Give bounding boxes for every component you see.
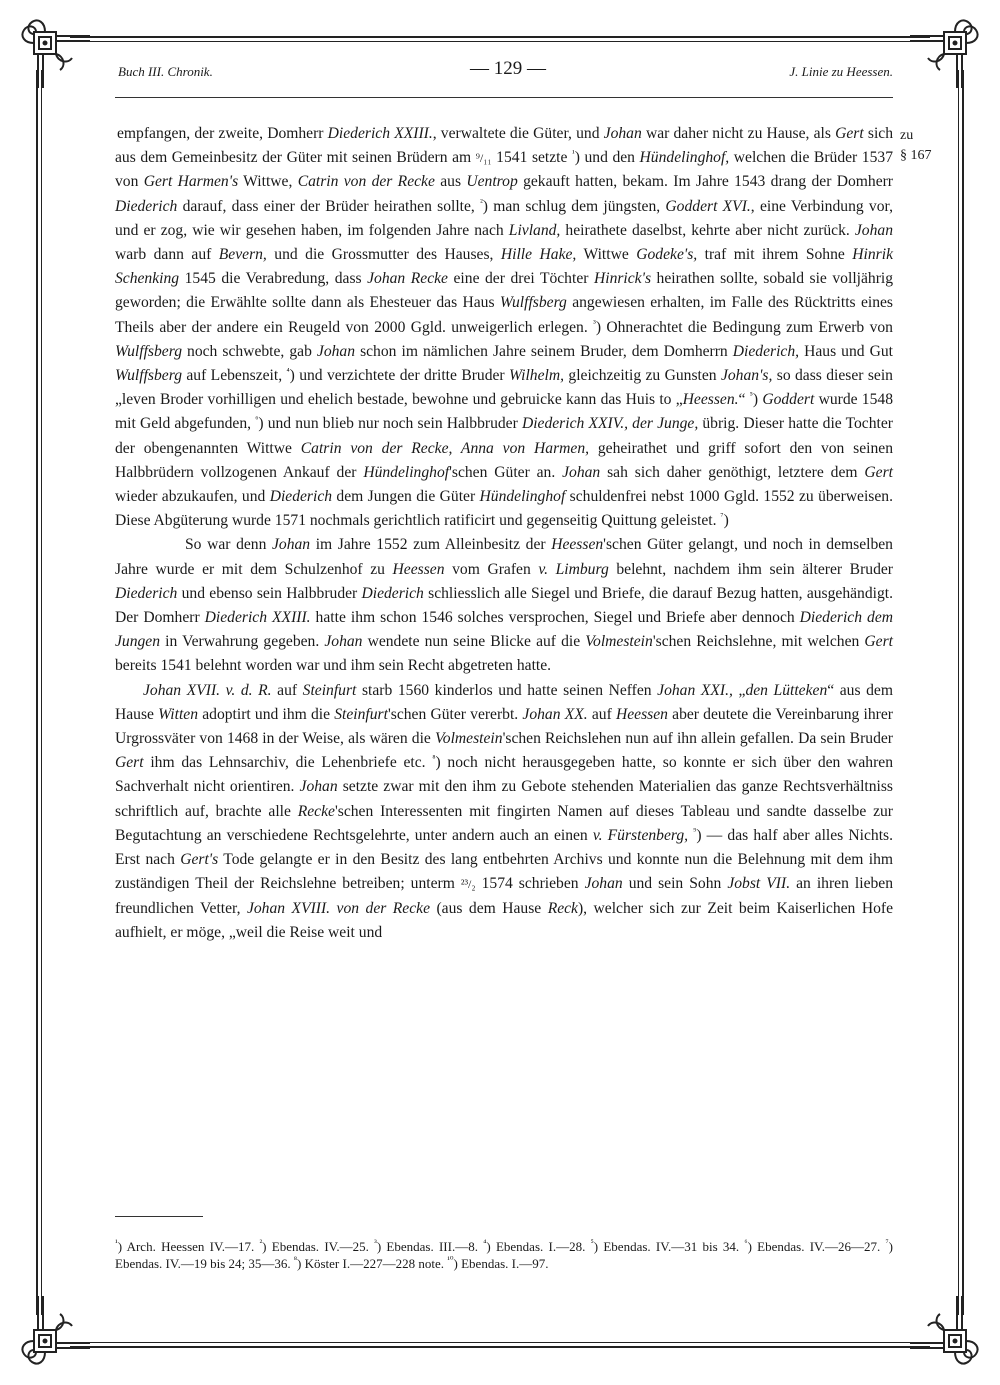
text-run: übrig. Dieser hatte die Tochter der obengenannten Wittwe (115, 415, 893, 457)
italic-name: Hinrick's (593, 270, 652, 288)
italic-name: Diederich (361, 584, 424, 602)
italic-name: Diederich XXIII. (204, 609, 311, 627)
text-run: welchen die Brüder 1537 von (115, 149, 893, 191)
italic-name: Godeke's, (636, 246, 698, 264)
italic-name: v. Limburg (538, 560, 609, 578)
footnote-ref: ⁴ (483, 1237, 487, 1248)
italic-name: Diederich XXIV., der Junge, (521, 415, 699, 433)
text-run: hatte ihm schon 1546 solches versprochen, Siegel und Briefe aber dennoch (310, 609, 800, 627)
text-run: ) noch nicht herausgegeben hatte, so konnte er sich über den wahren Sachverhalt nicht orientiren. (115, 754, 893, 796)
footnote-ref: ¹ (572, 148, 575, 159)
text-run: , eine Verbindung vor, und er zog, wie wir gesehen haben, im folgenden Jahre nach (115, 197, 893, 239)
italic-name: Johan (299, 778, 338, 796)
text-run: an ihren lieben freundlichen Vetter, (115, 875, 894, 917)
text-run: und sein Sohn (622, 875, 728, 893)
italic-name: Goddert (762, 391, 815, 409)
text-run: auf Lebenszeit, (182, 367, 287, 385)
text-run: wieder abzukaufen, und (115, 488, 270, 506)
italic-name: Johan (272, 536, 311, 554)
border-right (962, 70, 964, 1315)
text-run: Tode gelangte er in den Besitz des lang entbehrten Archivs und konnte nun die Belehnung mit dem ihm zuständigen Theil der Reichslehne betreiben; unterm (115, 851, 893, 893)
text-run: Haus und Gut (799, 342, 893, 360)
text-run: und ebenso sein Halbbruder (177, 584, 362, 602)
italic-name: Heessen (392, 560, 445, 578)
footnote-ref: ¹⁰ (447, 1254, 454, 1265)
footnote-ref: ⁷ (720, 511, 724, 522)
date-fraction: ²³/₂ (460, 877, 476, 892)
text-run: traf mit ihrem Sohne (697, 246, 853, 264)
text-run: ) Ebendas. IV.—26—27. (747, 1239, 886, 1254)
footnotes (115, 1238, 893, 1272)
italic-name: Johan (324, 633, 363, 651)
italic-name: Recke (297, 802, 335, 820)
italic-name: Wulffsberg (115, 367, 182, 385)
italic-name: Volmestein (435, 730, 503, 748)
text-run: ) Ebendas. IV.—31 bis 34. (593, 1239, 745, 1254)
border-left (36, 70, 38, 1315)
italic-name: Goddert XVI. (665, 197, 751, 215)
footnote-ref: ⁵ (590, 1237, 594, 1248)
italic-name: Witten (158, 705, 199, 723)
italic-name: Volmestein (585, 633, 653, 651)
text-run: auf (587, 705, 616, 723)
text-run: setzte zwar mit den ihm zu Gebote stehenden Materialien das ganze Rechtsverhältniss schriftlich auf, brachte alle (115, 778, 893, 820)
italic-name: Wilhelm, (509, 367, 565, 385)
text-run: wendete nun seine Blicke auf die (362, 633, 586, 651)
italic-name: den Lütteken (745, 681, 828, 699)
text-run: 'schen Güter gelangt, und noch in demselben Jahre wurde er mit dem Schulzenhof zu (115, 536, 893, 578)
italic-name: Heessen (551, 536, 604, 554)
corner-ornament-bottom-left (16, 1294, 92, 1370)
date-fraction: ⁹/₁₁ (475, 151, 492, 166)
corner-ornament-top-right (908, 14, 984, 90)
text-run: ) Ebendas. I.—28. (486, 1239, 591, 1254)
italic-name: Gert Harmen's (143, 173, 239, 191)
italic-name: Johan (316, 342, 356, 360)
italic-name: Diederich, (732, 342, 800, 360)
text-run: in Verwahrung gegeben. (160, 633, 325, 651)
corner-ornament-bottom-right (908, 1294, 984, 1370)
italic-name: Catrin von der Recke, Anna von Harmen, (300, 439, 590, 457)
text-run: starb 1560 kinderlos und hatte seinen Neffen (356, 681, 658, 699)
text-run: ) und nun blieb nur noch sein Halbbruder (258, 415, 522, 433)
text-run: “ (738, 391, 750, 409)
text-run: schuldenfrei nebst 1000 Ggld. 1552 zu überweisen. Diese Abgüterung wurde 1571 nochmals gerichtlich ratificirt und gegenseitig Quittung geleistet. (115, 488, 893, 530)
italic-name: Wulffsberg (115, 342, 182, 360)
text-run: ) man schlug dem jüngsten, (482, 197, 666, 215)
text-run: adoptirt und ihm die (198, 705, 335, 723)
italic-name: Diederich (115, 584, 178, 602)
text-run: ) und verzichtete der dritte Bruder (289, 367, 509, 385)
text-run: empfangen, der zweite, Domherr (117, 125, 328, 142)
text-run: Wittwe (576, 246, 637, 264)
italic-name: Johan (584, 875, 623, 893)
text-run: eine der drei Töchter (447, 270, 594, 288)
border-top-inner (70, 41, 930, 42)
italic-name: Gert's (180, 851, 219, 869)
text-run: bereits 1541 belehnt worden war und ihm sein Recht abgetreten hatte. (115, 657, 552, 675)
body-text (115, 122, 893, 945)
text-run: ) und den (574, 149, 640, 167)
italic-name: Uentrop (466, 173, 518, 191)
text-run: ) Ohnerachtet die Bedingung zum Erwerb von (595, 318, 893, 336)
text-run: , verwaltete die Güter, und (432, 125, 604, 142)
footnote-ref: ⁸ (293, 1254, 298, 1265)
italic-name: Hündelinghof, (639, 149, 730, 167)
footnote-ref: ² (259, 1237, 263, 1248)
text-run: 1541 setzte (491, 149, 573, 167)
footnote-rule (115, 1216, 203, 1217)
italic-name: Johan Recke (367, 270, 448, 288)
text-run: gekauft hatten, bekam. Im Jahre 1543 drang der Domherr (517, 173, 893, 191)
text-run: ) — das half aber alles Nichts. Erst nach (115, 826, 893, 869)
italic-name: Johan XVII. v. d. R. (143, 681, 272, 699)
footnote-ref: ⁵ (749, 390, 753, 401)
text-run: sich aus dem Gemeinbesitz der Güter mit seinen Brüdern am (115, 125, 893, 167)
italic-name: Steinfurt (334, 705, 388, 723)
footnote-ref: ⁷ (885, 1237, 889, 1248)
margin-note (900, 128, 932, 164)
text-run: dem Jungen die Güter (332, 488, 480, 506)
italic-name: Gert (115, 754, 144, 772)
italic-name: Diederich XXIII. (327, 125, 433, 142)
text-run: heirathete daselbst, kehrte aber nicht zurück. (560, 221, 855, 239)
footnote-ref: ² (480, 196, 483, 207)
italic-name: Gert (864, 463, 893, 481)
footnote-ref: ⁶ (744, 1237, 748, 1248)
text-run: im Jahre 1552 zum Alleinbesitz der (310, 536, 552, 554)
italic-name: v. Fürstenberg, (592, 826, 689, 844)
text-run: Wittwe, (238, 173, 298, 191)
text-run: schon im nämlichen Jahre seinem Bruder, dem Domherrn (355, 342, 733, 360)
italic-name: Bevern, (218, 246, 267, 264)
paragraph (115, 533, 893, 678)
corner-ornament-top-left (16, 14, 92, 90)
text-run: geheirathet und griff sofort den von seinen Halbbrüdern vollzogenen Ankauf der (115, 439, 894, 481)
text-run: auf (271, 681, 303, 699)
text-run: heirathen sollte, sobald sie volljährig geworden; die Erwählte sollte dann als Ehesteuer das Haus (115, 270, 894, 312)
text-run: warb dann auf (115, 246, 219, 264)
paragraph (115, 122, 893, 533)
page-number: — 129 — (470, 58, 546, 79)
text-run: “ aus dem Hause (115, 681, 893, 723)
text-run: ) Köster I.—227—228 note. (297, 1256, 448, 1271)
text-run: vom Grafen (444, 560, 539, 578)
italic-name: Johan (562, 463, 601, 481)
footnote-ref: ³ (374, 1237, 377, 1248)
text-run: aus (434, 173, 467, 191)
italic-name: Gert (864, 633, 893, 651)
footnote-ref: ³ (593, 317, 596, 328)
italic-name: Hinrik Schenking (115, 246, 893, 288)
text-run: und die Grossmutter des Hauses, (266, 246, 501, 264)
italic-name: Reck (547, 899, 578, 917)
italic-name: Diederich (269, 488, 333, 506)
text-run: 'schen Güter vererbt. (387, 705, 523, 723)
paragraph (115, 679, 893, 945)
border-top (70, 36, 930, 38)
border-right-inner (958, 70, 959, 1315)
text-run: darauf, dass einer der Brüder heirathen sollte, (177, 197, 481, 215)
italic-name: Jobst VII. (727, 875, 791, 893)
margin-note-line-2: § 167 (900, 148, 932, 163)
text-run: schliesslich alle Siegel und Briefe, die darauf Bezug hatten, ausgehändigt. Der Domherr (115, 584, 893, 627)
text-run: (aus dem Hause (430, 899, 548, 917)
text-run: 'schen Güter an. (449, 463, 563, 481)
text-run: angewiesen erhalten, im Falle des Rücktritts eines Theils aber der andere ein Reugeld von 2000 Ggld. unweigerlich erlegen. (115, 294, 893, 336)
italic-name: Heessen. (682, 391, 739, 409)
italic-name: Diederich dem Jungen (115, 609, 894, 651)
border-left-inner (41, 70, 42, 1315)
italic-name: Hille Hake, (500, 246, 577, 264)
text-run: 1574 schrieben (475, 875, 585, 893)
italic-name: Steinfurt (302, 681, 357, 699)
text-run: ), welcher sich zur Zeit beim Kaiserlichen Hofe aufhielt, er möge, „weil die Reise weit und (115, 899, 893, 941)
italic-name: Johan (854, 221, 893, 239)
text-run: 'schen Reichslehen nun auf ihn allein gefallen. Da sein Bruder (502, 730, 893, 748)
text-run: 'schen Reichslehne, mit welchen (652, 633, 865, 651)
italic-name: Catrin von der Recke (297, 173, 435, 191)
text-run: gleichzeitig zu Gunsten (564, 367, 721, 385)
running-head (118, 58, 893, 88)
text-run: ) (723, 512, 729, 530)
text-run: so dass dieser sein „leven Broder vorhilligen und ehelich bestade, bewohne und gebruicke kann das Huis to „ (115, 367, 893, 409)
text-run: war daher nicht zu Hause, als (641, 125, 836, 142)
text-run: ihm das Lehnsarchiv, die Lehenbriefe etc. (143, 754, 433, 772)
text-run: belehnt, nachdem ihm sein älterer Bruder (608, 560, 893, 578)
footnote-ref: ⁸ (432, 753, 436, 764)
italic-name: Heessen (615, 705, 668, 723)
italic-name: Hündelinghof (363, 463, 450, 481)
footnote-ref: ⁴ (286, 365, 290, 376)
text-run: 1545 die Verabredung, dass (179, 270, 368, 288)
text-run: ) (752, 391, 763, 409)
running-head-right: J. Linie zu Heessen. (789, 64, 893, 79)
footnote-ref: ⁶ (255, 414, 259, 425)
text-run: noch schwebte, gab (182, 342, 317, 360)
italic-name: Livland, (508, 221, 561, 239)
italic-name: Diederich (115, 197, 178, 215)
italic-name: Gert (835, 125, 864, 142)
text-run: ) Ebendas. III.—8. (376, 1239, 484, 1254)
text-run: ) Ebendas. I.—97. (453, 1256, 549, 1271)
italic-name: Wulffsberg (499, 294, 567, 312)
text-run: ) Arch. Heessen IV.—17. (117, 1239, 260, 1254)
italic-name: Johan (603, 125, 642, 142)
italic-name: Johan XX. (522, 705, 588, 723)
border-bottom (70, 1346, 930, 1348)
running-head-left: Buch III. Chronik. (118, 64, 213, 79)
text-run: sah sich daher genöthigt, letztere dem (600, 463, 865, 481)
text-run: „ (732, 681, 746, 699)
text-run: 'schen Interessenten mit fingirten Namen auf dieses Tableau und sandte dasselbe zur Begutachtung an verschiedene Rechtsgelehrte, unter andern auch an einen (115, 802, 893, 844)
italic-name: Johan's, (720, 367, 773, 385)
border-bottom-inner (70, 1342, 930, 1343)
italic-name: Hündelinghof (479, 488, 566, 506)
text-run: aber deutete die Vereinbarung ihrer Urgrossväter von 1468 in der Weise, als wären die (115, 705, 893, 748)
footnote-ref: ⁹ (693, 825, 697, 836)
text-run: wurde 1548 mit Geld abgefunden, (115, 391, 893, 433)
text-run: ) Ebendas. IV.—25. (262, 1239, 375, 1254)
margin-note-line-1: zu (900, 128, 914, 143)
footnote-ref: ¹ (115, 1237, 118, 1248)
italic-name: Johan XXI., (657, 681, 733, 699)
header-rule (115, 97, 893, 98)
text-run: So war denn (185, 536, 272, 554)
text-run: ) Ebendas. IV.—19 bis 24; 35—36. (115, 1239, 893, 1271)
italic-name: Johan XVIII. von der Recke (246, 899, 430, 917)
